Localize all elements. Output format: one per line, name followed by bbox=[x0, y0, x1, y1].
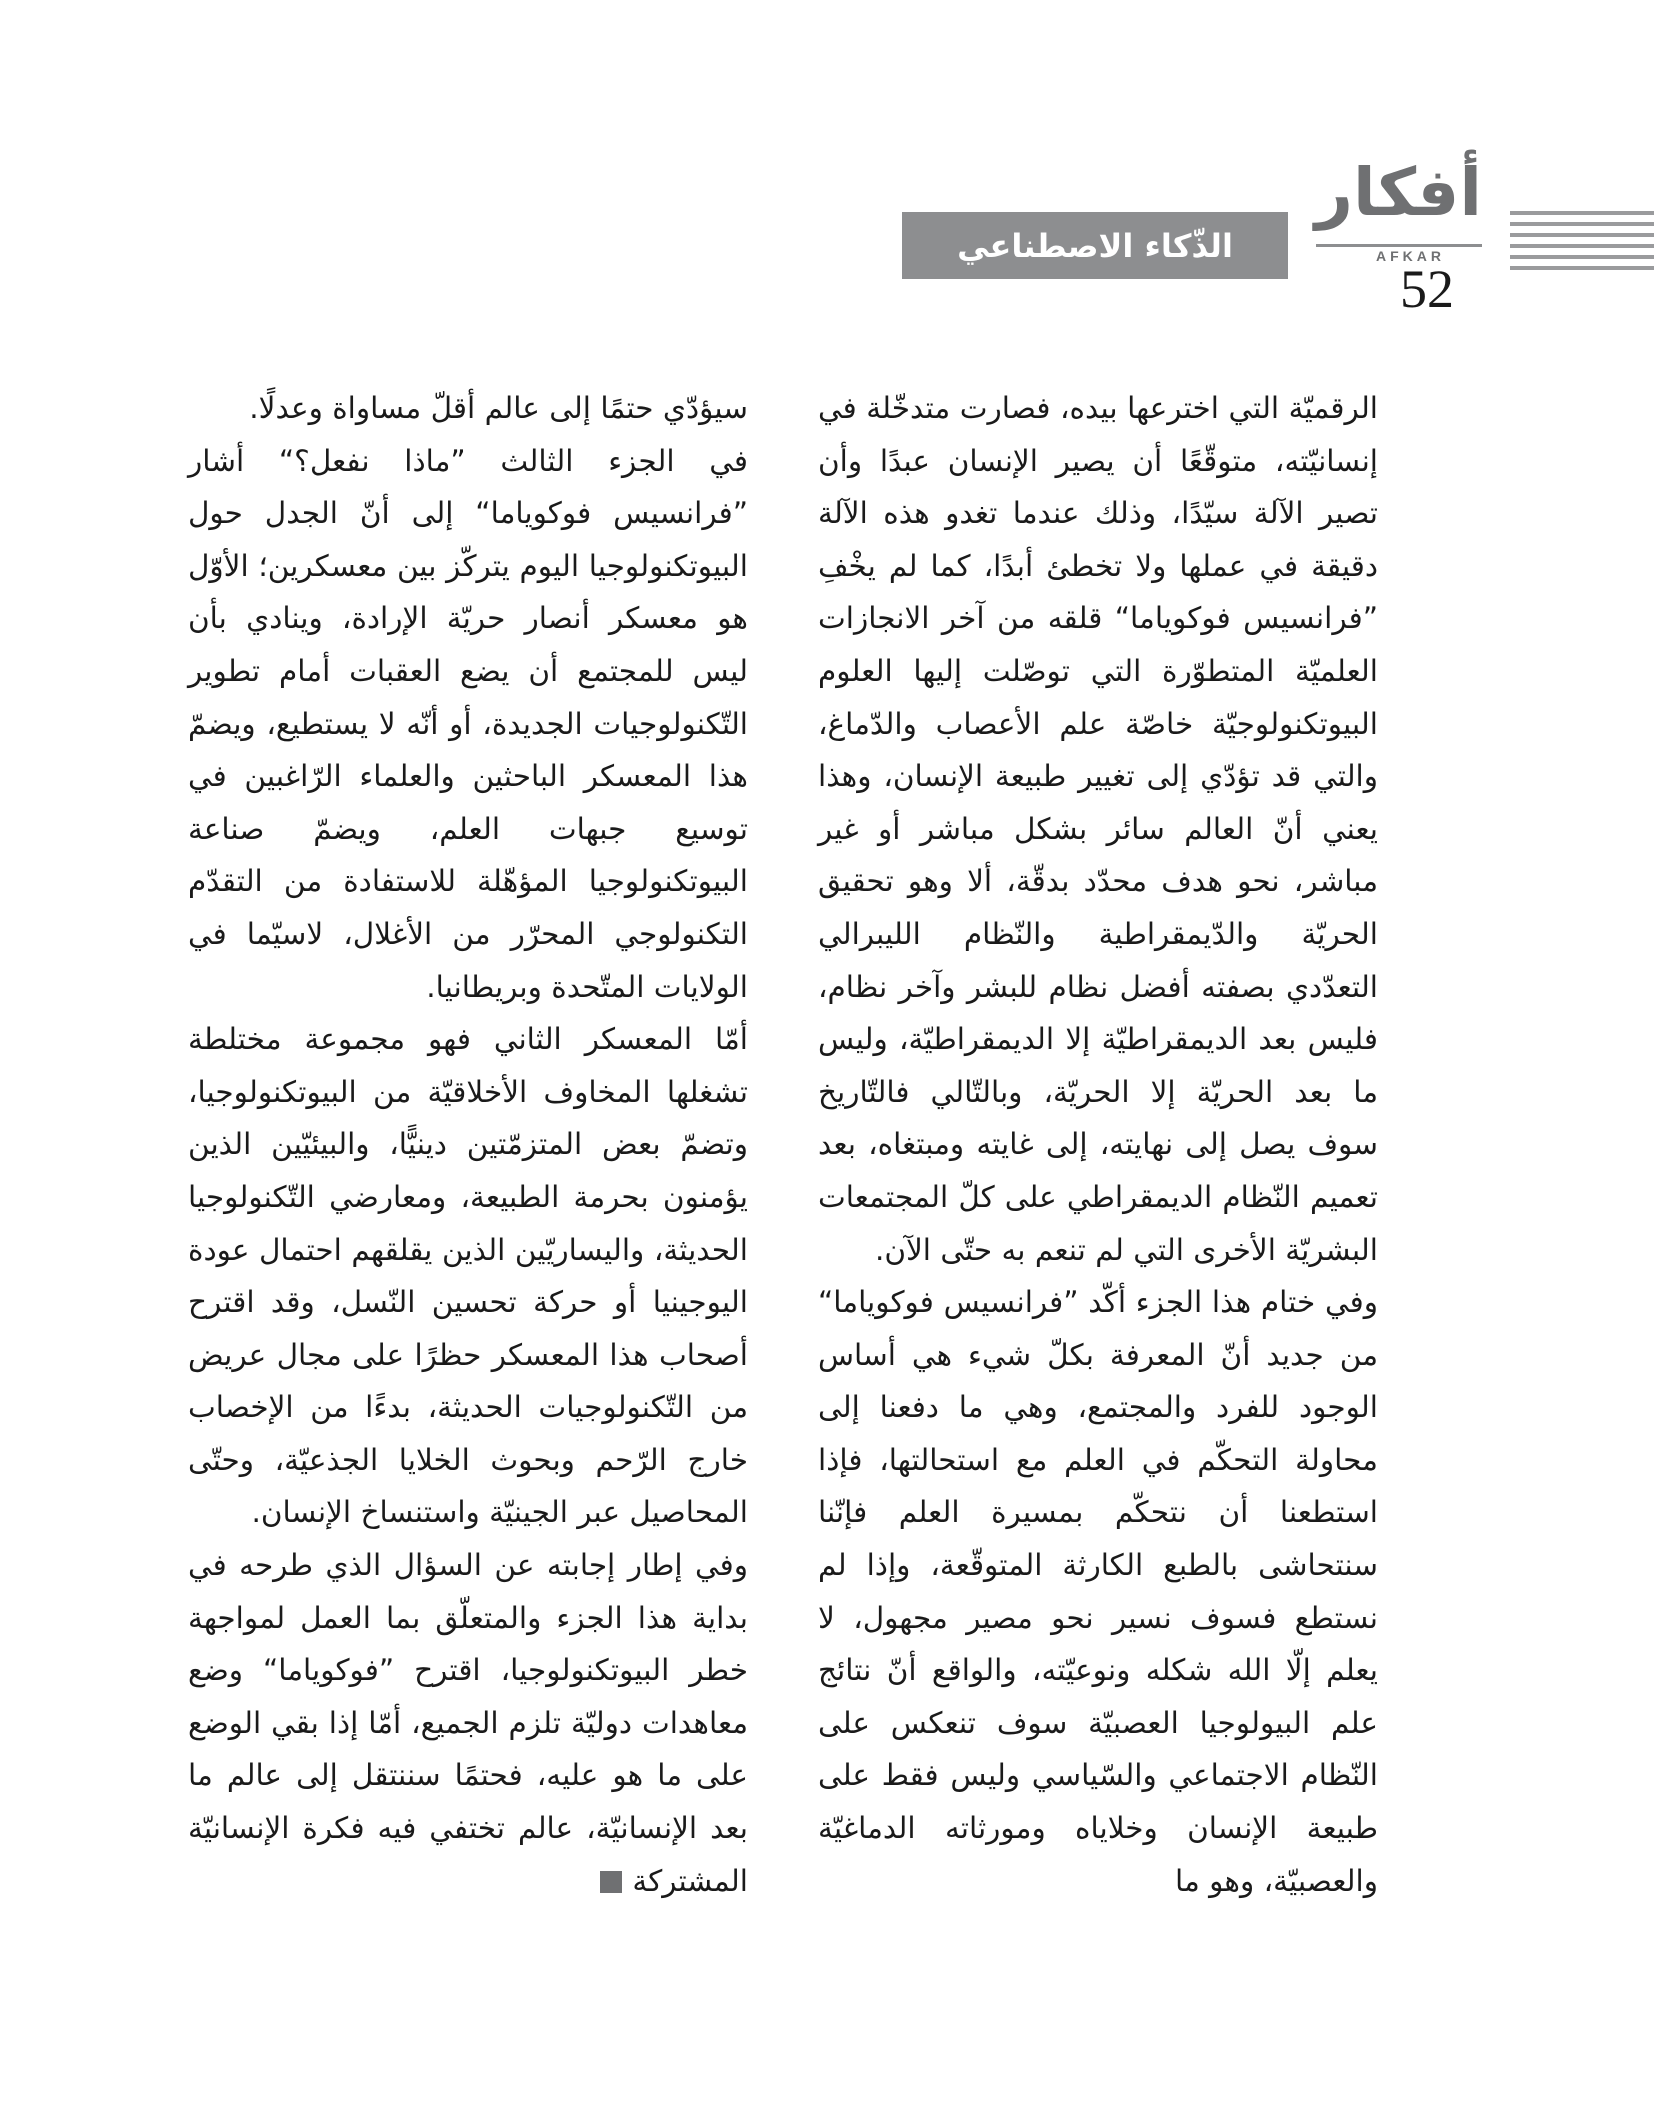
article-column-left bbox=[188, 382, 748, 1907]
section-title: الذّكاء الاصطناعي bbox=[957, 226, 1233, 265]
header-stripes bbox=[1510, 211, 1654, 277]
logo-latin-text: AFKAR bbox=[1376, 248, 1445, 264]
section-title-bar bbox=[902, 212, 1288, 279]
paragraph: في الجزء الثالث ”ماذا نفعل؟“ أشار ”فرانسيس فوكوياما“ إلى أنّ الجدل حول البيوتكنولوجيا اليوم يتركّز بين معسكرين؛ الأوّل هو معسكر أنصار حريّة الإرادة، وينادي بأن ليس للمجتمع أن يضع العقبات أمام تطوير التّكنولوجيات الجديدة، أو أنّه لا يستطيع، ويضمّ هذا المعسكر الباحثين والعلماء الرّاغبين في توسيع جبهات العلم، ويضمّ صناعة البيوتكنولوجيا المؤهّلة للاستفادة من التقدّم التكنولوجي المحرّر من الأغلال، لاسيّما في الولايات المتّحدة وبريطانيا. bbox=[188, 443, 748, 1004]
page-number: 52 bbox=[1400, 259, 1454, 319]
paragraph: سيؤدّي حتمًا إلى عالم أقلّ مساواة وعدلًا. bbox=[249, 391, 748, 425]
logo-arabic-text: أفكار bbox=[1315, 154, 1482, 231]
paragraph-text: وفي إطار إجابته عن السؤال الذي طرحه في بداية هذا الجزء والمتعلّق بما العمل لمواجهة خطر البيوتكنولوجيا، اقترح ”فوكوياما“ وضع معاهدات دوليّة تلزم الجميع، أمّا إذا بقي الوضع على ما هو عليه، فحتمًا سننتقل إلى عالم ما بعد الإنسانيّة، عالم تختفي فيه فكرة الإنسانيّة المشتركة bbox=[188, 1548, 748, 1898]
paragraph-final bbox=[188, 1539, 748, 1907]
magazine-logo bbox=[1315, 154, 1482, 264]
paragraph: أمّا المعسكر الثاني فهو مجموعة مختلطة تشغلها المخاوف الأخلاقيّة من البيوتكنولوجيا، وتضمّ بعض المتزمّتين دينيًّا، والبيئيّين الذين يؤمنون بحرمة الطبيعة، ومعارضي التّكنولوجيا الحديثة، واليساريّين الذين يقلقهم احتمال عودة اليوجينيا أو حركة تحسين النّسل، وقد اقترح أصحاب هذا المعسكر حظرًا على مجال عريض من التّكنولوجيات الحديثة، بدءًا من الإخصاب خارج الرّحم وبحوث الخلايا الجذعيّة، وحتّى المحاصيل عبر الجينيّة واستنساخ الإنسان. bbox=[188, 1022, 748, 1530]
paragraph: الرقميّة التي اخترعها بيده، فصارت متدخّلة في إنسانيّته، متوقّعًا أن يصير الإنسان عبدًا وأن تصير الآلة سيّدًا، وذلك عندما تغدو هذه الآلة دقيقة في عملها ولا تخطئ أبدًا، كما لم يخْفِ ”فرانسيس فوكوياما“ قلقه من آخر الانجازات العلميّة المتطوّرة التي توصّلت إليها العلوم البيوتكنولوجيّة خاصّة علم الأعصاب والدّماغ، والتي قد تؤدّي إلى تغيير طبيعة الإنسان، وهذا يعني أنّ العالم سائر بشكل مباشر أو غير مباشر، نحو هدف محدّد بدقّة، ألا وهو تحقيق الحريّة والدّيمقراطية والنّظام الليبرالي التعدّدي بصفته أفضل نظام للبشر وآخر نظام، فليس بعد الديمقراطيّة إلا الديمقراطيّة، وليس ما بعد الحريّة إلا الحريّة، وبالتّالي فالتّاريخ سوف يصل إلى نهايته، إلى غايته ومبتغاه، بعد تعميم النّظام الديمقراطي على كلّ المجتمعات البشريّة الأخرى التي لم تنعم به حتّى الآن. bbox=[818, 391, 1378, 1267]
logo-rule bbox=[1316, 244, 1482, 247]
article-column-right bbox=[818, 382, 1378, 1907]
page-header bbox=[0, 0, 1654, 330]
end-of-article-square-icon bbox=[600, 1871, 622, 1893]
paragraph: وفي ختام هذا الجزء أكّد ”فرانسيس فوكوياما“ من جديد أنّ المعرفة بكلّ شيء هي أساس الوجود للفرد والمجتمع، وهي ما دفعنا إلى محاولة التحكّم في العلم مع استحالتها، فإذا استطعنا أن نتحكّم بمسيرة العلم فإنّنا سنتحاشى بالطبع الكارثة المتوقّعة، وإذا لم نستطع فسوف نسير نحو مصير مجهول، لا يعلم إلّا الله شكله ونوعيّته، والواقع أنّ نتائج علم البيولوجيا العصبيّة سوف تنعكس على النّظام الاجتماعي والسّياسي وليس فقط على طبيعة الإنسان وخلاياه ومورثاته الدماغيّة والعصبيّة، وهو ما bbox=[818, 1285, 1378, 1898]
